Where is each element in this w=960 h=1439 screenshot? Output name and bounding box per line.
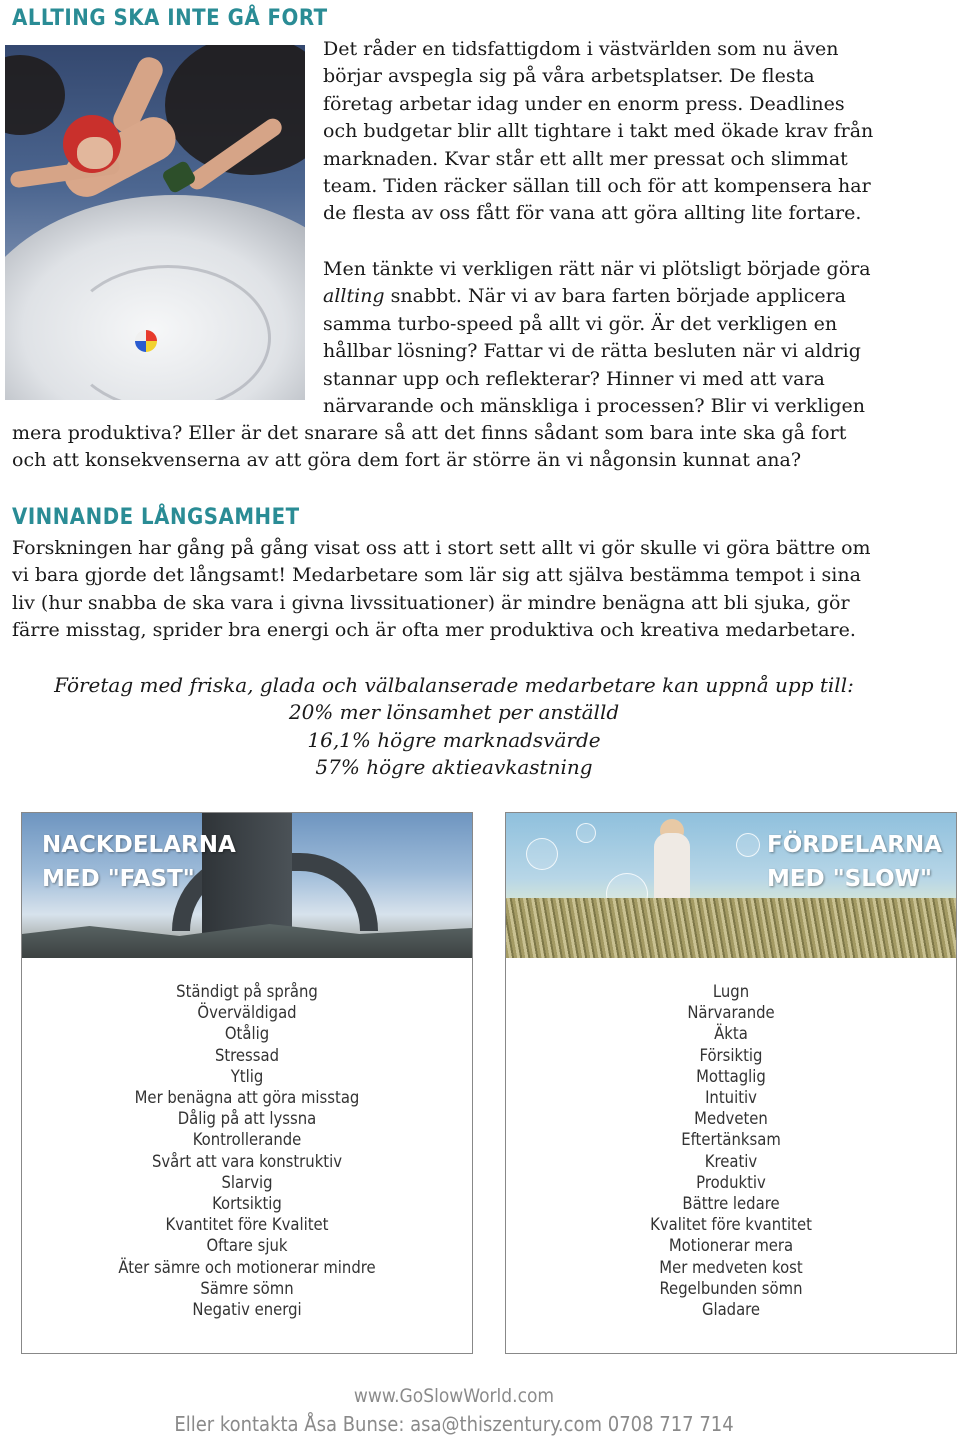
text-line: team. Tiden räcker sällan till och för att kompensera har — [323, 175, 871, 198]
text-line: hållbar lösning? Fattar vi de rätta besluten när vi aldrig — [323, 340, 861, 363]
question-paragraph-continued — [12, 420, 942, 475]
slow-banner-title — [767, 828, 942, 896]
text-line: vi bara gjorde det långsamt! Medarbetare som lär sig att själva bestämma tempot i sina — [12, 564, 861, 587]
text-line: liv (hur snabba de ska vara i givna livssituationer) är mindre benägna att bli sjuka, gör — [12, 591, 850, 614]
list-item: Försiktig — [699, 1045, 763, 1065]
fast-banner-title — [42, 828, 236, 896]
banner-title-line: NACKDELARNA — [42, 832, 236, 858]
slow-advantages-panel — [505, 812, 957, 1354]
emphasis-word: allting — [323, 285, 385, 308]
text-line: mera produktiva? Eller är det snarare så att det finns sådant som bara inte ska gå fort — [12, 422, 847, 444]
text-line: stannar upp och reflekterar? Hinner vi med att vara — [323, 367, 825, 390]
text-line: börjar avspegla sig på våra arbetsplatser. De flesta — [323, 65, 815, 88]
text-span: snabbt. När vi av bara farten började applicera — [384, 285, 847, 308]
list-item: Intuitiv — [705, 1088, 757, 1108]
list-item: Ytlig — [230, 1066, 264, 1086]
text-line: färre misstag, sprider bra energi och är ofta mer produktiva och kreativa medarbetare. — [12, 619, 856, 642]
list-item: Negativ energi — [192, 1300, 302, 1320]
section-heading-allting: ALLTING SKA INTE GÅ FORT — [12, 6, 328, 31]
list-item: Kvalitet före kvantitet — [650, 1215, 812, 1235]
list-item: Oftare sjuk — [206, 1236, 288, 1256]
list-item: Kreativ — [704, 1151, 758, 1171]
list-item: Kvantitet före Kvalitet — [165, 1215, 329, 1235]
text-line: Men tänkte vi verkligen rätt när vi plötsligt började göra — [323, 258, 871, 280]
list-item: Kortsiktig — [212, 1194, 282, 1214]
text-line: marknaden. Kvar står ett allt mer pressat och slimmat — [323, 147, 848, 170]
list-item: Närvarande — [687, 1003, 775, 1023]
list-item: Svårt att vara konstruktiv — [151, 1151, 343, 1171]
fast-traits-list — [22, 958, 472, 1320]
list-item: Stressad — [214, 1045, 280, 1065]
stat-line: 16,1% högre marknadsvärde — [307, 727, 601, 752]
fast-banner-image — [22, 813, 472, 958]
statistics-quote — [0, 672, 908, 782]
list-item: Överväldigad — [197, 1003, 297, 1023]
text-line: Det råder en tidsfattigdom i västvärlden som nu även — [323, 38, 839, 60]
list-item: Regelbunden sömn — [659, 1278, 803, 1298]
list-item: Mottaglig — [696, 1066, 766, 1086]
footer-website[interactable]: www.GoSlowWorld.com — [353, 1385, 555, 1407]
list-item: Mer benägna att göra misstag — [134, 1088, 360, 1108]
text-line: närvarande och mänskliga i processen? Blir vi verkligen — [323, 395, 866, 418]
section-heading-vinnande: VINNANDE LÅNGSAMHET — [12, 505, 300, 530]
skateboarder-pool-photo — [5, 45, 305, 400]
intro-paragraph — [323, 36, 923, 228]
list-item: Motionerar mera — [668, 1236, 794, 1256]
list-item: Sämre sömn — [200, 1278, 294, 1298]
question-paragraph — [323, 256, 923, 420]
list-item: Bättre ledare — [682, 1194, 780, 1214]
list-item: Äkta — [714, 1024, 748, 1044]
text-line — [323, 283, 923, 310]
stat-line: 20% mer lönsamhet per anställd — [288, 700, 620, 725]
text-line: och budgetar blir allt tightare i takt med ökade krav från — [323, 120, 874, 143]
list-item: Dålig på att lyssna — [177, 1109, 317, 1129]
banner-title-line: FÖRDELARNA — [767, 832, 942, 858]
quote-intro: Företag med friska, glada och välbalanserade medarbetare kan uppnå upp till: — [54, 673, 854, 697]
text-line: de flesta av oss fått för vana att göra allting lite fortare. — [323, 202, 862, 225]
text-line: samma turbo-speed på allt vi gör. Är det verkligen en — [323, 312, 838, 335]
list-item: Mer medveten kost — [659, 1257, 803, 1277]
list-item: Otålig — [224, 1024, 270, 1044]
research-paragraph — [12, 535, 932, 645]
text-line: Forskningen har gång på gång visat oss att i stort sett allt vi gör skulle vi göra bättre om — [12, 537, 871, 559]
footer-contact: Eller kontakta Åsa Bunse: asa@thiszentury.com 0708 717 714 — [174, 1412, 734, 1436]
list-item: Ständigt på språng — [176, 982, 318, 1001]
text-line: och att konsekvenserna av att göra dem fort är större än vi någonsin kunnat ana? — [12, 449, 802, 472]
list-item: Medveten — [694, 1109, 768, 1129]
banner-title-line: MED "FAST" — [42, 866, 195, 892]
list-item: Kontrollerande — [192, 1130, 302, 1150]
list-item: Produktiv — [696, 1172, 766, 1192]
slow-banner-image — [506, 813, 956, 958]
stat-line: 57% högre aktieavkastning — [315, 755, 593, 780]
list-item: Slarvig — [221, 1172, 273, 1192]
list-item: Äter sämre och motionerar mindre — [118, 1257, 376, 1277]
fast-disadvantages-panel — [21, 812, 473, 1354]
list-item: Gladare — [701, 1300, 761, 1320]
text-line: företag arbetar idag under en enorm press. Deadlines — [323, 92, 845, 115]
list-item: Eftertänksam — [681, 1130, 781, 1150]
list-item: Lugn — [712, 982, 750, 1001]
slow-traits-list — [506, 958, 956, 1320]
banner-title-line: MED "SLOW" — [767, 866, 932, 892]
